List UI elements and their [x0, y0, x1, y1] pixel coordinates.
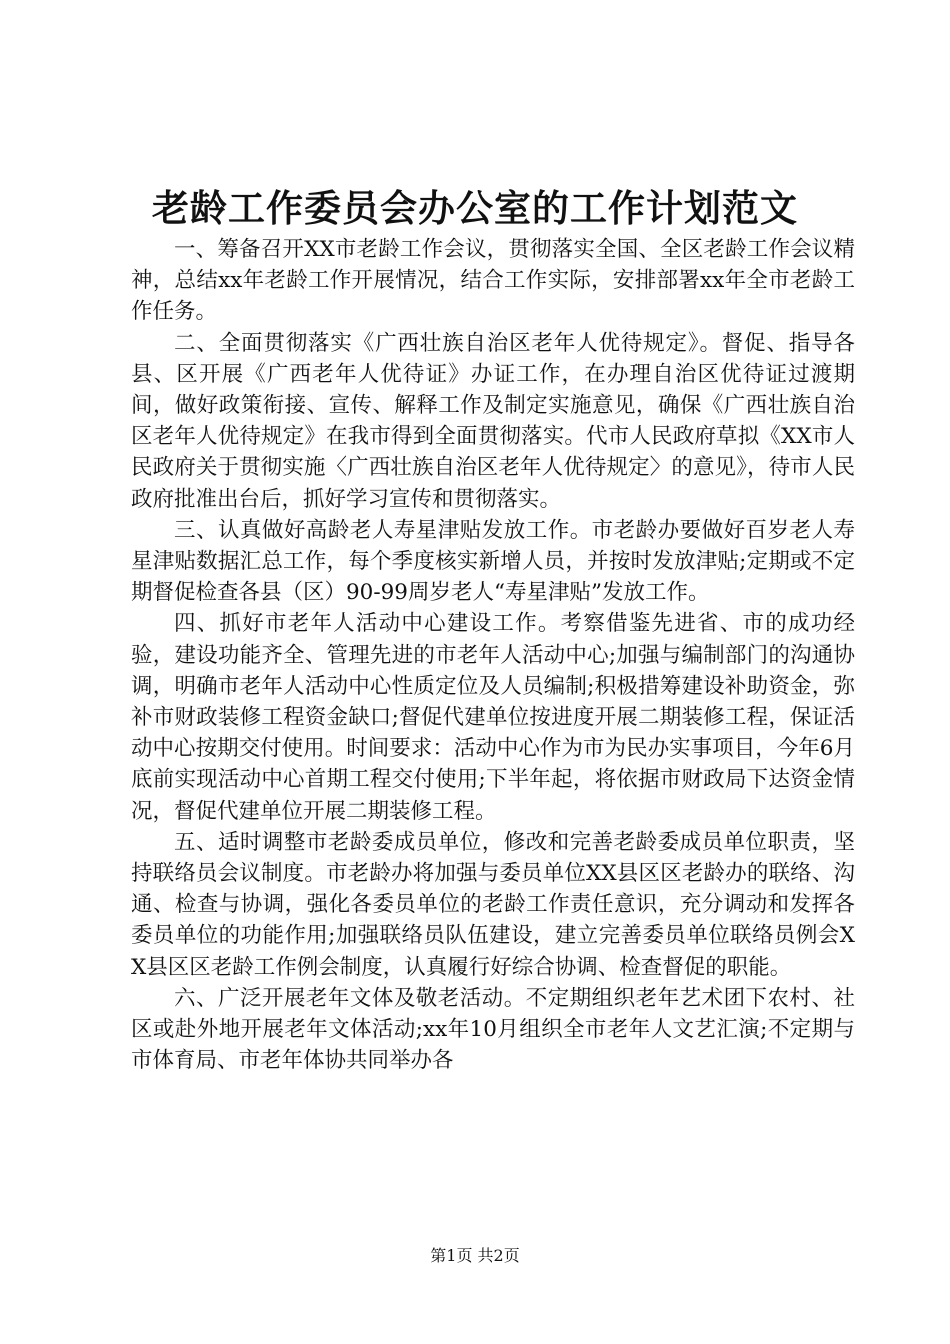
- document-body: [131, 234, 855, 1076]
- document-title: 老龄工作委员会办公室的工作计划范文: [152, 186, 798, 230]
- page-footer: 第1页 共2页: [430, 1246, 520, 1265]
- paragraph-4: 四、抓好市老年人活动中心建设工作。考察借鉴先进省、市的成功经验，建设功能齐全、管理先进的市老年人活动中心;加强与编制部门的沟通协调，明确市老年人活动中心性质定位及人员编制;积极措筹建设补助资金，弥补市财政装修工程资金缺口;督促代建单位按进度开展二期装修工程，保证活动中心按期交付使用。时间要求：活动中心作为市为民办实事项目，今年6月底前实现活动中心首期工程交付使用;下半年起，将依据市财政局下达资金情况，督促代建单位开展二期装修工程。: [131, 611, 855, 824]
- paragraph-1: 一、筹备召开XX市老龄工作会议，贯彻落实全国、全区老龄工作会议精神，总结xx年老龄工作开展情况，结合工作实际，安排部署xx年全市老龄工作任务。: [131, 237, 855, 325]
- paragraph-6: 六、广泛开展老年文体及敬老活动。不定期组织老年艺术团下农村、社区或赴外地开展老年文体活动;xx年10月组织全市老年人文艺汇演;不定期与市体育局、市老年体协共同举办各: [131, 985, 855, 1074]
- paragraph-5: 五、适时调整市老龄委成员单位，修改和完善老龄委成员单位职责，坚持联络员会议制度。市老龄办将加强与委员单位XX县区区老龄办的联络、沟通、检查与协调，强化各委员单位的老龄工作责任意识，充分调动和发挥各委员单位的功能作用;加强联络员队伍建设，建立完善委员单位联络员例会XX县区区老龄工作例会制度，认真履行好综合协调、检查督促的职能。: [131, 829, 855, 980]
- paragraph-2: 二、全面贯彻落实《广西壮族自治区老年人优待规定》。督促、指导各县、区开展《广西老年人优待证》办证工作，在办理自治区优待证过渡期间，做好政策衔接、宣传、解释工作及制定实施意见，确保《广西壮族自治区老年人优待规定》在我市得到全面贯彻落实。代市人民政府草拟《XX市人民政府关于贯彻实施〈广西壮族自治区老年人优待规定〉的意见》，待市人民政府批准出台后，抓好学习宣传和贯彻落实。: [131, 330, 855, 512]
- paragraph-3: 三、认真做好高龄老人寿星津贴发放工作。市老龄办要做好百岁老人寿星津贴数据汇总工作，每个季度核实新增人员，并按时发放津贴;定期或不定期督促检查各县（区）90-99周岁老人“寿星津贴”发放工作。: [131, 517, 855, 606]
